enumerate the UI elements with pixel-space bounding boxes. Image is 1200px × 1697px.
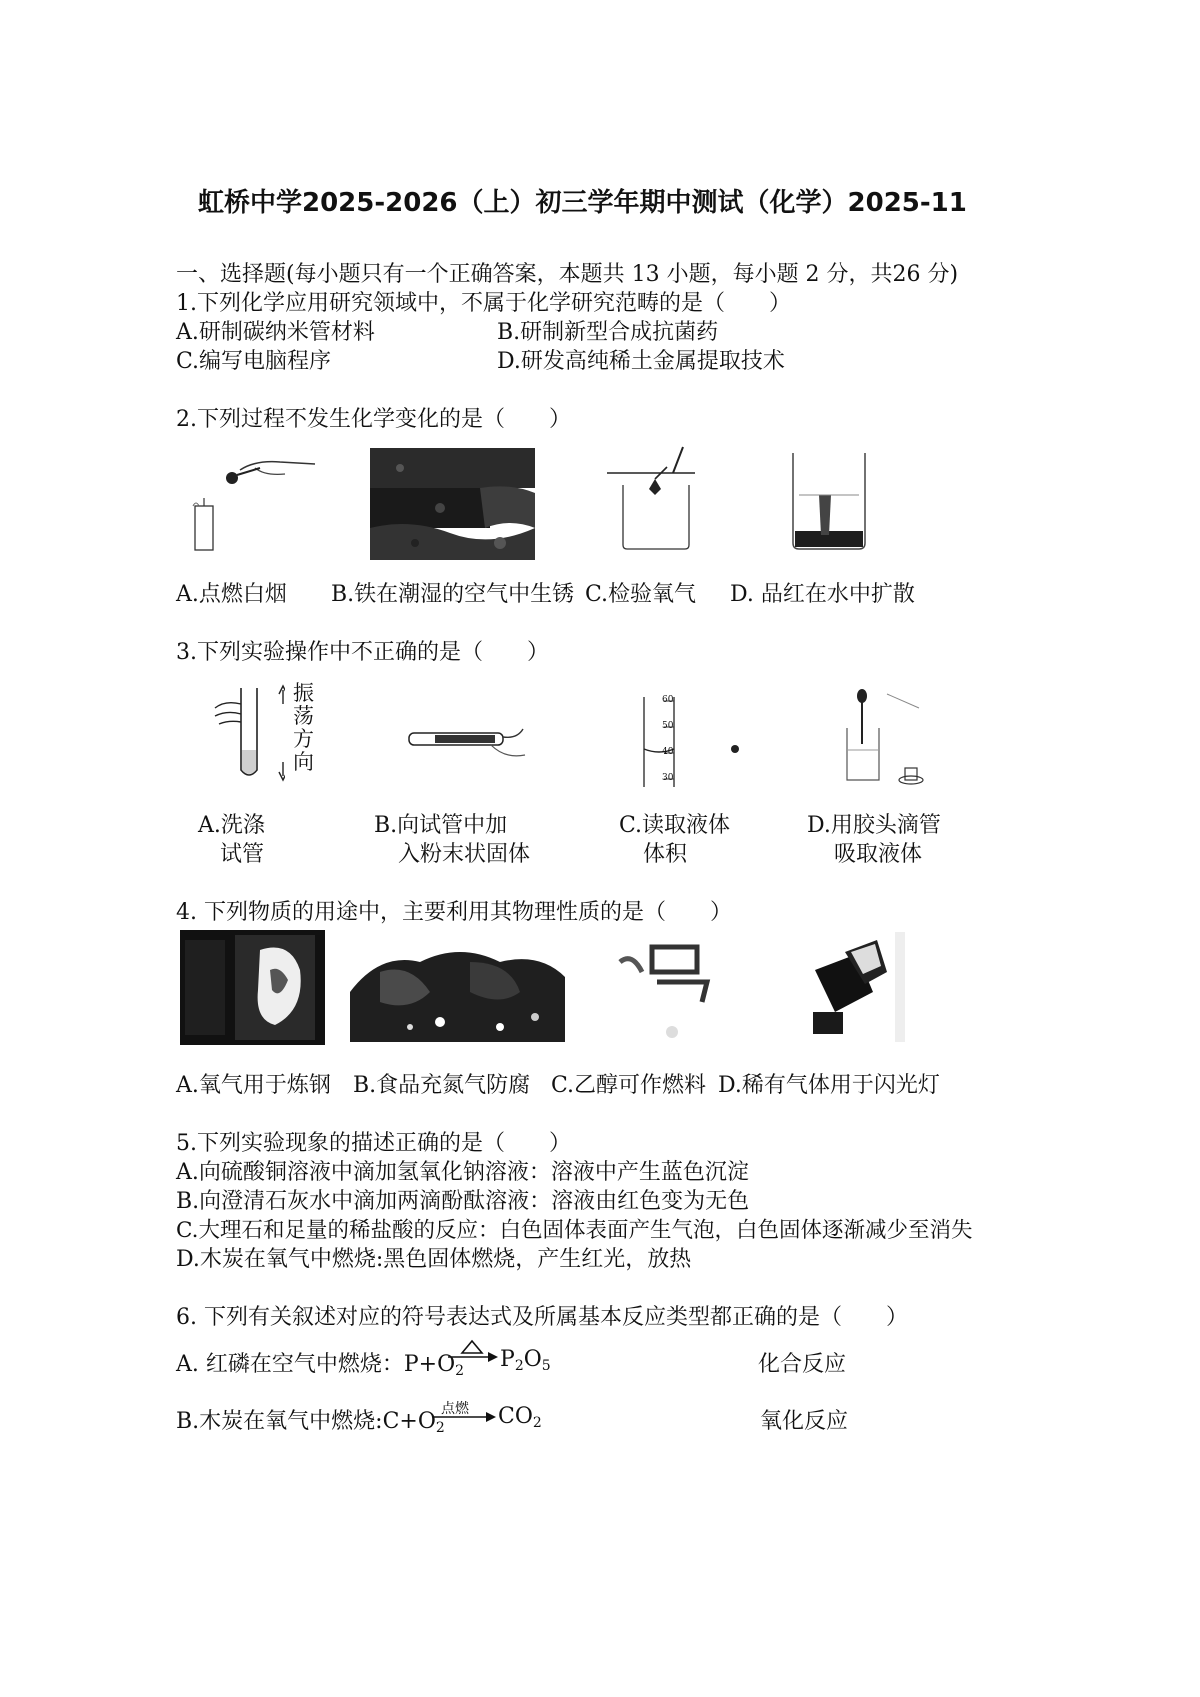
oxygen-test-figure <box>605 445 700 553</box>
option-a-line1: A.洗涤 <box>198 813 265 838</box>
option-c: C.乙醇可作燃料 <box>551 1073 707 1098</box>
read-volume-figure <box>640 695 755 790</box>
option-c: C.检验氧气 <box>585 582 697 607</box>
option-b-equation <box>176 1404 445 1436</box>
option-b-line1: B.向试管中加 <box>374 813 508 838</box>
question-stem: 5.下列实验现象的描述正确的是（ ） <box>176 1131 571 1156</box>
dropper-figure <box>835 688 930 788</box>
tick-40: 40 <box>662 747 674 757</box>
option-a-reaction-type: 化合反应 <box>758 1352 847 1377</box>
flash-lamp-photo <box>795 932 910 1047</box>
candle-smoke-figure <box>185 448 325 553</box>
add-powder-figure <box>405 715 535 775</box>
option-b: B.研制新型合成抗菌药 <box>497 320 719 345</box>
question-stem: 2.下列过程不发生化学变化的是（ ） <box>176 407 571 432</box>
option-a: A.向硫酸铜溶液中滴加氢氧化钠溶液：溶液中产生蓝色沉淀 <box>176 1160 749 1185</box>
option-d: D.研发高纯稀土金属提取技术 <box>497 349 785 374</box>
reactants: P+O <box>403 1352 456 1377</box>
option-d: D. 品红在水中扩散 <box>730 582 915 607</box>
option-a: A.点燃白烟 <box>176 582 287 607</box>
option-d: D.稀有气体用于闪光灯 <box>718 1073 940 1098</box>
option-a: A.研制碳纳米管材料 <box>176 320 375 345</box>
option-b-product <box>498 1404 542 1431</box>
option-b: B.向澄清石灰水中滴加两滴酚酞溶液：溶液由红色变为无色 <box>176 1189 750 1214</box>
ignite-condition: 点燃 <box>441 1401 469 1417</box>
equation-prefix: A. 红磷在空气中燃烧： <box>176 1352 404 1377</box>
option-b-reaction-type: 氧化反应 <box>760 1409 849 1434</box>
option-d-line2: 吸取液体 <box>834 842 923 867</box>
subscript: 2 <box>532 1415 542 1431</box>
option-c: C.大理石和足量的稀盐酸的反应：白色固体表面产生气泡，白色固体逐渐减少至消失 <box>176 1218 973 1243</box>
ignite-arrow <box>434 1410 498 1424</box>
subscript: 5 <box>541 1358 551 1374</box>
reactants: C+O <box>382 1409 436 1434</box>
equation-prefix: B.木炭在氧气中燃烧: <box>176 1409 383 1434</box>
ethanol-fuel-photo <box>612 932 722 1042</box>
option-a-line2: 试管 <box>220 842 265 867</box>
tick-60: 60 <box>662 695 674 705</box>
subscript: 2 <box>455 1363 465 1379</box>
beaker-diffusion-figure <box>785 445 875 555</box>
option-a-equation <box>176 1347 464 1379</box>
question-stem: 3.下列实验操作中不正确的是（ ） <box>176 640 549 665</box>
section-heading: 一、选择题(每小题只有一个正确答案，本题共 13 小题，每小题 2 分，共26 分) <box>176 262 959 287</box>
shake-direction-label: 振荡方向 <box>293 681 314 774</box>
option-c: C.编写电脑程序 <box>176 349 332 374</box>
wash-test-tube-figure <box>205 678 285 788</box>
option-b: B.铁在潮湿的空气中生锈 <box>331 582 575 607</box>
subscript: 2 <box>514 1358 524 1374</box>
question-stem: 1.下列化学应用研究领域中，不属于化学研究范畴的是（ ） <box>176 291 791 316</box>
rusty-iron-photo <box>370 448 535 560</box>
tick-50: 50 <box>662 721 674 731</box>
option-d-line1: D.用胶头滴管 <box>807 813 941 838</box>
option-c-line2: 体积 <box>643 842 688 867</box>
option-b-line2: 入粉末状固体 <box>398 842 531 867</box>
question-stem: 4. 下列物质的用途中，主要利用其物理性质的是（ ） <box>176 900 732 925</box>
option-a: A.氧气用于炼钢 <box>176 1073 331 1098</box>
steelmaking-photo <box>180 930 325 1045</box>
option-c-line1: C.读取液体 <box>619 813 731 838</box>
option-a-product <box>500 1347 551 1374</box>
nitrogen-food-photo <box>350 932 565 1042</box>
product: O <box>523 1347 542 1372</box>
tick-30: 30 <box>662 773 674 783</box>
subscript: 2 <box>435 1420 445 1436</box>
page-title: 虹桥中学2025-2026（上）初三学年期中测试（化学）2025-11 <box>198 188 967 218</box>
option-b: B.食品充氮气防腐 <box>353 1073 531 1098</box>
product: CO <box>498 1404 533 1429</box>
product: P <box>500 1347 515 1372</box>
question-stem: 6. 下列有关叙述对应的符号表达式及所属基本反应类型都正确的是（ ） <box>176 1305 908 1330</box>
heat-arrow <box>448 1337 500 1369</box>
option-d: D.木炭在氧气中燃烧:黑色固体燃烧，产生红光，放热 <box>176 1247 692 1272</box>
